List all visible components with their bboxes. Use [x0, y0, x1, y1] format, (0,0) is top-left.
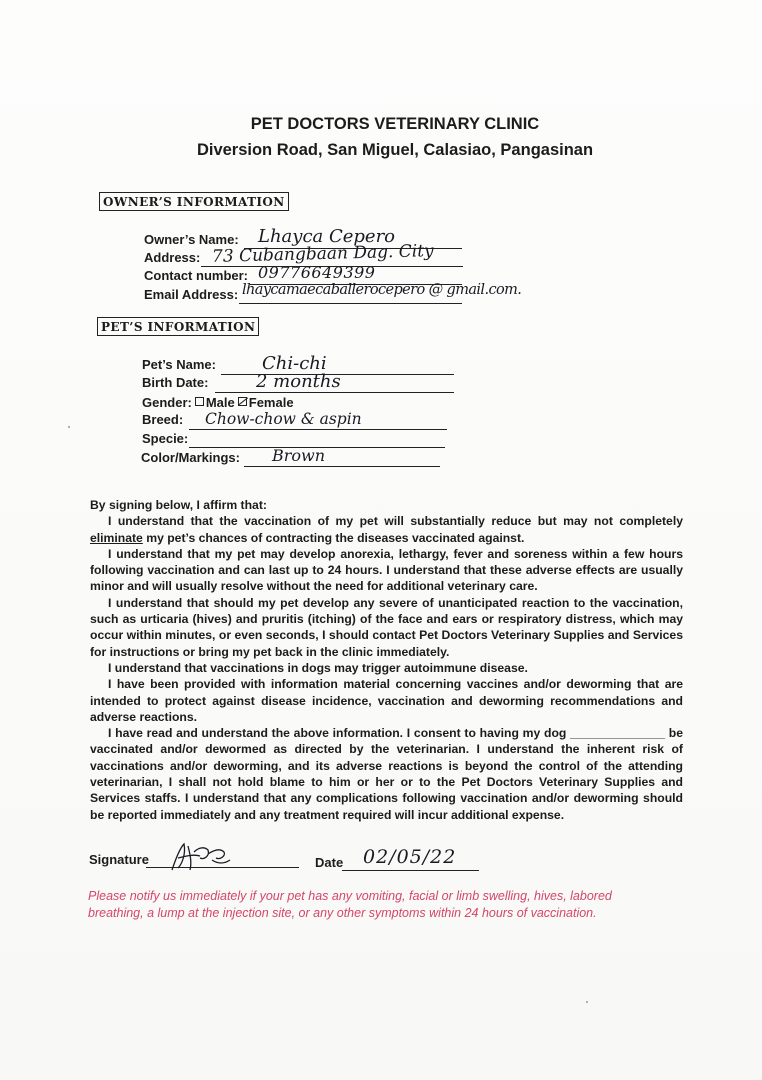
- agreement-p3: I understand that should my pet develop any severe of unanticipated reaction to the vaccination, such as urticaria (hives) and pruritis (itching) of the face and ears or respiratory distress, which may occur within minutes, or even seconds, I should contact Pet Doctors Veterinary Supplies and Services for instructions or bring my pet back in the clinic immediately.: [90, 595, 683, 659]
- color-line: [244, 466, 440, 467]
- clinic-name: PET DOCTORS VETERINARY CLINIC: [250, 115, 540, 133]
- agreement-p5: I have been provided with information material concerning vaccines and/or deworming that are intended to protect against disease incidence, vaccination and deworming recommendations and adverse reactions.: [90, 677, 683, 724]
- color-value: Brown: [272, 446, 326, 465]
- male-checkbox[interactable]: [195, 397, 204, 406]
- agreement-p4: I understand that vaccinations in dogs may trigger autoimmune disease.: [108, 660, 528, 675]
- signature-label: Signature: [89, 852, 149, 867]
- breed-line: [189, 429, 447, 430]
- owner-name-label: Owner’s Name:: [144, 232, 239, 247]
- agreement-p1: I understand that the vaccination of my pet will substantially reduce but may not completely eliminate my pet’s chances of contracting the diseases vaccinated against.: [90, 514, 683, 545]
- clinic-address: Diversion Road, San Miguel, Calasiao, Pangasinan: [196, 141, 594, 159]
- pet-name-label: Pet’s Name:: [142, 357, 216, 372]
- owner-address-value: 73 Cubangbaan Dag. City: [211, 241, 434, 267]
- dog-name-blank[interactable]: ______________: [570, 726, 666, 741]
- agreement-text: [90, 497, 683, 823]
- eliminate-underlined: eliminate: [90, 530, 143, 545]
- owner-contact-value: 09776649399: [258, 263, 376, 282]
- agreement-intro: By signing below, I affirm that:: [90, 498, 267, 512]
- handwritten-signature: [164, 840, 234, 874]
- notify-notice: Please notify us immediately if your pet has any vomiting, facial or limb swelling, hives, labored breathing, a lump at the injection site, or any other symptoms within 24 hours of vaccination.: [88, 889, 612, 920]
- birth-date-label: Birth Date:: [142, 375, 209, 390]
- agreement-p6: I have read and understand the above information. I consent to having my dog ______________ be vaccinated and/or dewormed as directed by the veterinarian. I understand the inherent risk of vaccinations and/or deworming, and its adverse reactions is beyond the control of the attending veterinarian, I shall not hold blame to him or her or to the Pet Doctors Veterinary Supplies and Services staffs. I understand that any complications following vaccination and/or deworming should be reported immediately and any treatment required will incur additional expense.: [90, 726, 683, 822]
- male-option-label: Male: [205, 395, 235, 410]
- female-option-label: Female: [248, 395, 294, 410]
- specie-label: Specie:: [142, 431, 189, 446]
- paper-speck: [68, 426, 70, 428]
- owner-email-line: [239, 303, 462, 304]
- breed-label: Breed:: [142, 412, 184, 427]
- paper-speck: [586, 1001, 588, 1003]
- pet-name-value: Chi-chi: [262, 353, 327, 374]
- owner-contact-label: Contact number:: [144, 268, 248, 283]
- breed-value: Chow-chow & aspin: [205, 410, 362, 428]
- color-label: Color/Markings:: [141, 450, 240, 465]
- owner-name-value: Lhayca Cepero: [258, 226, 396, 247]
- birth-date-value: 2 months: [256, 371, 341, 392]
- owner-section-title: OWNER’S INFORMATION: [99, 192, 289, 211]
- owner-address-label: Address:: [144, 250, 201, 265]
- female-checkbox[interactable]: [238, 397, 247, 406]
- date-label: Date: [315, 855, 344, 870]
- gender-row: [142, 395, 294, 410]
- pet-section-title: PET’S INFORMATION: [97, 317, 259, 336]
- owner-email-value: lhaycamaecaballerocepero @ gmail.com.: [242, 282, 522, 298]
- owner-email-label: Email Address:: [144, 287, 239, 302]
- birth-date-line: [215, 392, 454, 393]
- agreement-p2: I understand that my pet may develop anorexia, lethargy, fever and soreness within a few hours following vaccination and can last up to 24 hours. I understand that these adverse effects are usually minor and will usually resolve without the need for additional veterinary care.: [90, 546, 683, 594]
- date-value: 02/05/22: [363, 846, 457, 868]
- date-line[interactable]: [342, 870, 479, 871]
- gender-label: Gender:: [142, 395, 192, 410]
